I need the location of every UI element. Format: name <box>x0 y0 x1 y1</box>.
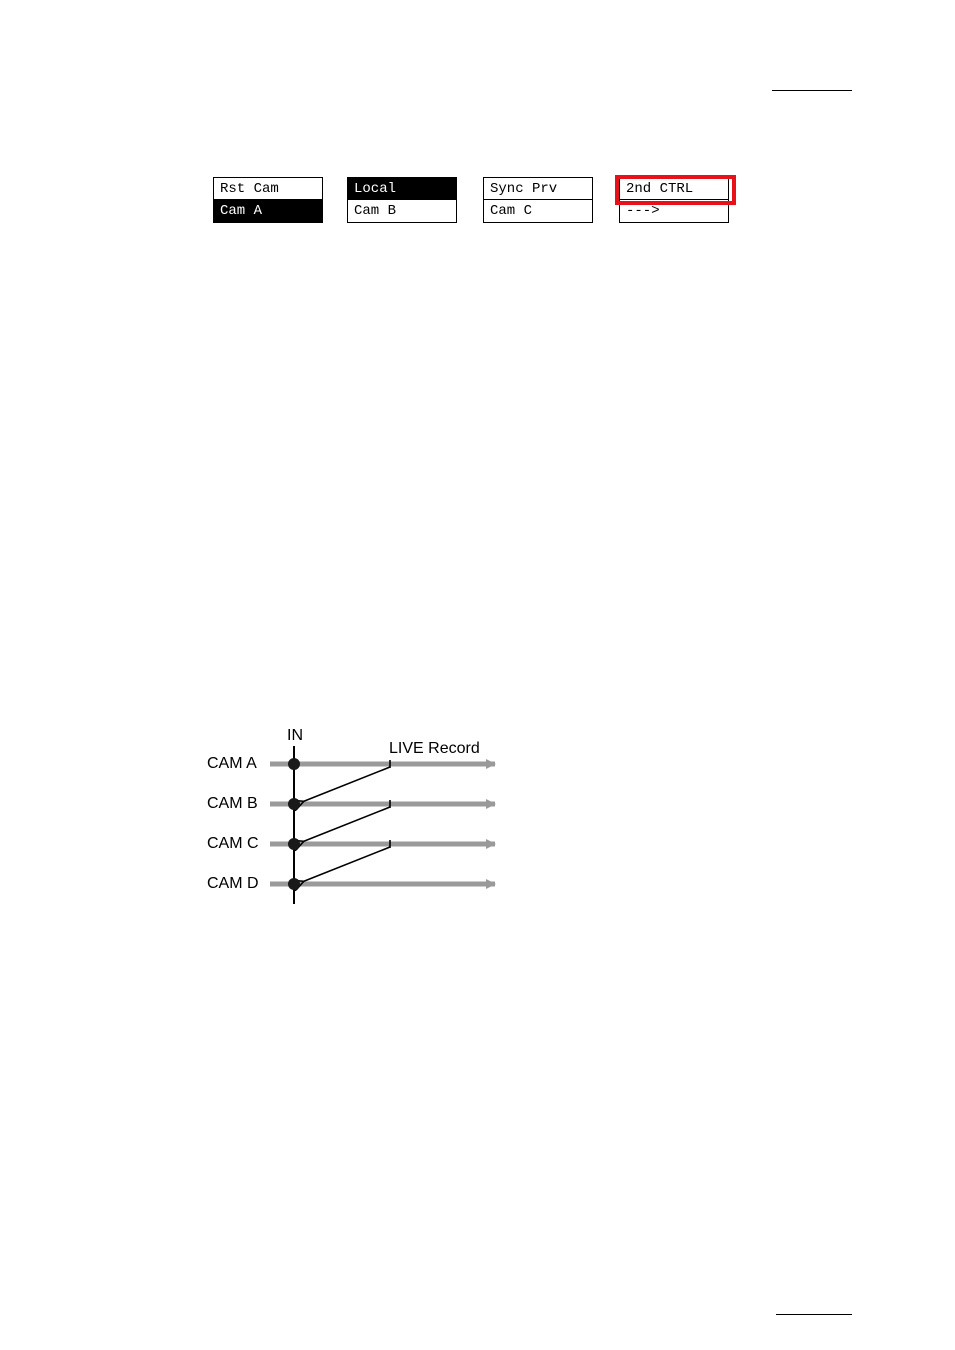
softkey-3-bottom: Cam C <box>490 203 533 219</box>
cam-b-label: CAM B <box>207 795 258 812</box>
cam-a-label: CAM A <box>207 755 257 772</box>
softkey-3-top: Sync Prv <box>484 178 592 200</box>
footer-rule <box>776 1314 852 1315</box>
jump-arrow-c-d <box>302 847 390 882</box>
in-point-cam-d <box>288 878 300 890</box>
in-point-cam-b <box>288 798 300 810</box>
softkey-2-top: Local <box>348 178 456 200</box>
softkey-2-bottom: Cam B <box>354 203 397 219</box>
softkey-2[interactable] <box>347 177 457 223</box>
softkey-3[interactable] <box>483 177 593 223</box>
softkey-1-top: Rst Cam <box>214 178 322 200</box>
in-label: IN <box>287 727 303 744</box>
live-record-label: LIVE Record <box>389 740 480 757</box>
softkey-4-top: 2nd CTRL <box>620 178 728 200</box>
cam-c-label: CAM C <box>207 835 259 852</box>
jump-arrow-a-b <box>302 767 390 802</box>
softkey-4-bottom: ---> <box>626 203 660 219</box>
jump-arrow-b-c <box>302 807 390 842</box>
in-point-cam-a <box>288 758 300 770</box>
softkey-4[interactable] <box>619 177 729 223</box>
header-rule <box>772 90 852 91</box>
live-record-diagram <box>195 718 525 913</box>
cam-d-label: CAM D <box>207 875 259 892</box>
in-point-cam-c <box>288 838 300 850</box>
softkey-1[interactable] <box>213 177 323 223</box>
softkey-1-bottom: Cam A <box>214 200 322 222</box>
